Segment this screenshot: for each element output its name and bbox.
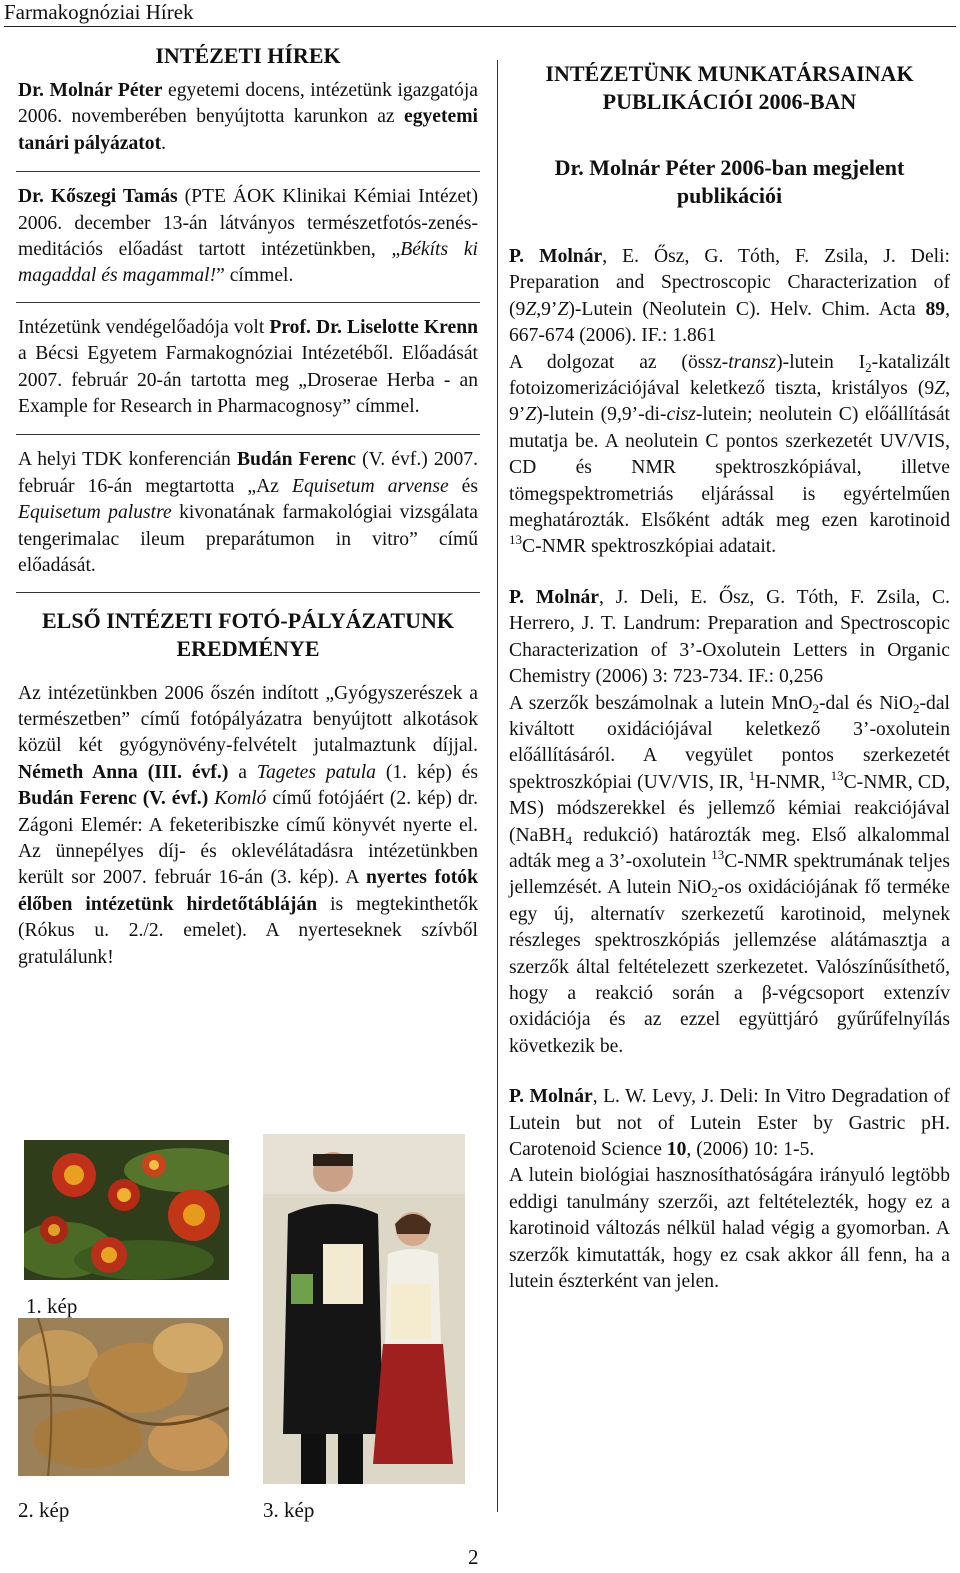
superscript: 13 <box>509 532 522 548</box>
text: )-lutein I <box>776 351 866 373</box>
running-header <box>4 0 956 27</box>
award-ceremony-image <box>263 1134 465 1484</box>
divider <box>16 592 480 593</box>
section-title-institute-news: INTÉZETI HÍREK <box>155 43 341 68</box>
person-name: Budán Ferenc (V. évf.) <box>18 788 209 810</box>
text: , 9’ <box>509 378 950 426</box>
text: ” címmel. <box>216 265 294 287</box>
publications-subtitle: Dr. Molnár Péter 2006-ban megjelent publikációi <box>554 155 905 208</box>
photo-tagetes-patula <box>24 1140 229 1280</box>
text: )-Lutein (Neolutein C). Helv. Chim. Acta <box>568 298 926 320</box>
text: A szerzők beszámolnak a lutein MnO <box>509 692 813 714</box>
text: A helyi TDK konferencián <box>18 449 237 471</box>
text: Az intézetünkben 2006 őszén indított „Gyógyszerészek a természetben” című fotópályázatra benyújtott alkotások közül két gyógynövény-felvételt jutalmaztunk díjjal. <box>18 682 478 757</box>
caption-photo-1: 1. kép <box>26 1294 78 1318</box>
news-item-koszegi <box>18 184 478 290</box>
text: , J. Deli, E. Ősz, G. Tóth, F. Zsila, C. Herrero, J. T. Landrum: Preparation and Spectroscopic Characterization of 3’-Oxolutein Letters in Organic Chemistry (2006) 3: 723-734. IF.: 0,256 <box>509 586 951 688</box>
text-italic: Z <box>525 404 537 426</box>
text-bold: egyetemi tanári pályázatot <box>18 106 478 154</box>
photo-hops <box>18 1318 229 1476</box>
superscript: 1 <box>748 767 756 783</box>
caption-photo-2: 2. kép <box>18 1498 70 1522</box>
right-column <box>509 60 950 1295</box>
text: redukció) határozták meg. Első alkalommal adták meg a 3’-oxolutein <box>509 824 950 872</box>
text: (1. kép) és <box>375 761 478 783</box>
text: (V. évf.) 2007. február 16-án megtartotta „Az <box>18 449 478 497</box>
author-name: P. Molnár <box>509 586 599 608</box>
text: a Bécsi Egyetem Farmakognóziai Intézetéből. Előadását 2007. február 20-án tartotta meg „Droserae Herba - an Example for Research in Pharmacognosy” címmel. <box>18 343 478 418</box>
text: -dal és NiO <box>819 692 914 714</box>
text: C-NMR, CD, MS) módszerekkel és jellemző kémiai reakciójával (NaBH <box>509 771 951 846</box>
text: -katalizált fotoizomerizációjával keletkező tiszta, kristályos (9 <box>509 351 950 400</box>
journal-name: Farmakognóziai Hírek <box>4 0 194 24</box>
page-number: 2 <box>468 1545 479 1569</box>
text-italic: Z <box>934 378 946 400</box>
section-title-photo-contest: ELSŐ INTÉZETI FOTÓ-PÁLYÁZATUNK EREDMÉNYE <box>42 607 454 661</box>
text: is megtekinthetők (Rókus u. 2./2. emelet). A nyerteseknek szívből gratulálunk! <box>18 893 478 968</box>
news-item-tdk <box>18 447 478 579</box>
text: . <box>161 132 167 154</box>
text-italic: Komló <box>214 788 267 810</box>
text-italic: Z <box>525 298 537 320</box>
text: -dal kiváltott oxidációjával keletkező 3’-oxolutein előállításáról. A vegyület pontos szerkezetét spektroszkópiai (UV/VIS, IR, <box>509 692 950 793</box>
text-italic: Z <box>557 298 569 320</box>
news-item-krenn <box>18 315 478 421</box>
subscript: 2 <box>913 700 920 716</box>
publication-3-abstract: A lutein biológiai hasznosíthatóságára irányuló legtöbb eddigi tanulmány szerzői, azt feltételezték, hogy ez a karotinoid változás nélkül halad végig a gyomorban. A szerzők kimutatták, hogy ez csak akkor áll fenn, ha a lutein észterként van jelen. <box>509 1165 950 1293</box>
person-name: Dr. Molnár Péter <box>18 80 163 101</box>
volume: 89 <box>925 298 946 320</box>
text-italic: cisz <box>666 404 696 426</box>
publication-2-abstract <box>509 691 950 1061</box>
text: a <box>228 761 257 783</box>
text: A dolgozat az (össz- <box>509 351 729 373</box>
subscript: 2 <box>865 359 872 375</box>
person-name: Budán Ferenc <box>236 449 356 471</box>
text-italic: transz <box>728 351 777 373</box>
text-italic: Equisetum palustre <box>18 502 172 524</box>
text: és <box>448 475 478 497</box>
text: (PTE ÁOK Klinikai Kémiai Intézet) 2006. december 13-án látványos természetfotós-zenés-meditációs előadást tartott intézetünkben, „ <box>18 186 478 261</box>
text-bold: nyertes fotók élőben intézetünk hirdetőtábláján <box>18 867 478 915</box>
divider <box>16 302 480 303</box>
text: )-lutein (9,9’-di- <box>536 404 667 426</box>
tagetes-flowers-image <box>24 1140 229 1280</box>
divider <box>16 171 480 172</box>
hops-image <box>18 1318 229 1476</box>
column-divider <box>497 60 498 1512</box>
text: , (2006) 10: 1-5. <box>686 1139 815 1160</box>
publication-2-citation <box>509 585 950 691</box>
text-italic: Tagetes patula <box>256 761 376 783</box>
volume: 10 <box>666 1139 687 1160</box>
superscript: 13 <box>711 846 725 862</box>
divider <box>16 434 480 435</box>
person-name: Dr. Kőszegi Tamás <box>18 186 178 208</box>
publication-3-citation <box>509 1084 950 1163</box>
text: kivonatának farmakológiai vizsgálata tengerimalac ileum preparátumon in vitro” című előadását. <box>18 502 478 577</box>
photo-contest-text <box>18 681 478 971</box>
text: C-NMR spektroszkópiai adatait. <box>522 536 777 558</box>
text: egyetemi docens, intézetünk igazgatója 2006. novemberében benyújtotta karunkon az <box>18 80 478 128</box>
text-italic: Békíts ki magaddal és magammal! <box>18 239 478 287</box>
text: című fotójáért (2. kép) dr. Zágoni Elemér: A feketeribiszke című könyvét nyerte el. Az ünnepélyes díj- és oklevélátadásra intézetünkben került sor 2007. február 16-án (3. kép). A <box>18 788 478 889</box>
photo-award-ceremony <box>263 1134 465 1484</box>
superscript: 13 <box>830 767 844 783</box>
text: C-NMR spektrumának teljes jellemzését. A lutein NiO <box>509 850 950 899</box>
section-title-publications: INTÉZETÜNK MUNKATÁRSAINAK PUBLIKÁCIÓI 2006-BAN <box>545 61 914 114</box>
subscript: 2 <box>711 885 718 901</box>
author-name: P. Molnár <box>509 1086 593 1108</box>
person-name: Németh Anna (III. évf.) <box>18 761 229 783</box>
person-name: Prof. Dr. Liselotte Krenn <box>269 316 478 338</box>
author-name: P. Molnár <box>509 246 603 267</box>
text: ,9’ <box>536 298 558 320</box>
text: , L. W. Levy, J. Deli: In Vitro Degradation of Lutein but not of Lutein Ester by Gastric pH. Carotenoid Science <box>509 1086 950 1160</box>
news-item-molnar <box>18 78 478 157</box>
text: -lutein; neolutein C) előállítását mutatja be. A neolutein C pontos szerkezetét UV/VIS, CD és NMR spektroszkópiával, illetve tömegspektrometriás eljárással is egyértelműen meghatározták. Elsőként adták meg ezen karotinoid <box>509 404 950 532</box>
text: Intézetünk vendégelőadója volt <box>18 316 270 338</box>
caption-photo-3: 3. kép <box>263 1498 315 1522</box>
text: -os oxidációjának fő terméke egy új, alternatív szerkezetű karotinoid, melynek részleges spektroszkópiás jellemzése alátámasztja a szerzők által feltételezett szerkezetet. Valószínűsíthető, hogy a reakció során a β-végcsoport extenzív oxidációja és az ezzel együttjáró gyűrűfelnyílás következik be. <box>509 877 950 1057</box>
text: , 667-674 (2006). IF.: 1.861 <box>509 298 950 347</box>
subscript: 4 <box>565 832 573 848</box>
text-italic: Equisetum arvense <box>291 475 449 497</box>
left-column <box>18 40 478 971</box>
subscript: 2 <box>812 700 820 716</box>
publication-1-citation <box>509 244 950 350</box>
publication-1-abstract <box>509 350 950 561</box>
text: H-NMR, <box>755 771 831 793</box>
text: , E. Ősz, G. Tóth, F. Zsila, J. Deli: Preparation and Spectroscopic Characterization of (9 <box>509 246 950 320</box>
